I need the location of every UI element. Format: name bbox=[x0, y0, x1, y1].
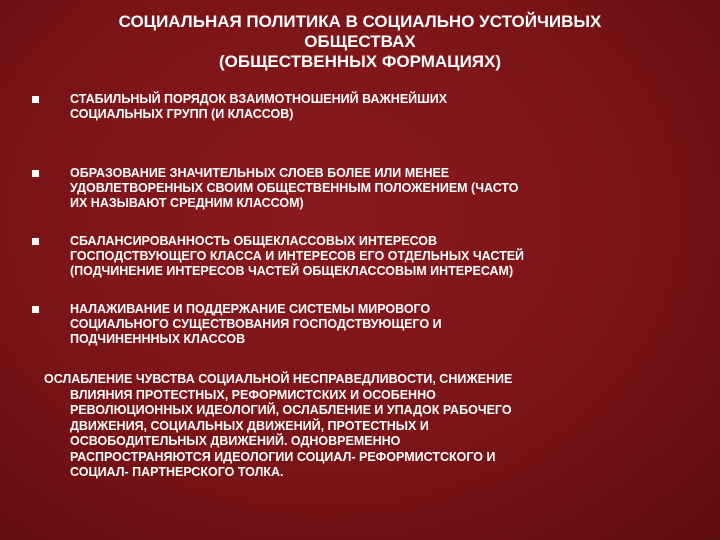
bullet-line: СБАЛАНСИРОВАННОСТЬ ОБЩЕКЛАССОВЫХ ИНТЕРЕСОВ bbox=[70, 234, 438, 248]
square-bullet-icon bbox=[32, 170, 39, 177]
title-line: СОЦИАЛЬНАЯ ПОЛИТИКА В СОЦИАЛЬНО УСТОЙЧИВЫХ bbox=[118, 12, 602, 31]
bullet-line: ОБРАЗОВАНИЕ ЗНАЧИТЕЛЬНЫХ СЛОЕВ БОЛЕЕ ИЛИ МЕНЕЕ bbox=[70, 166, 450, 180]
conclusion-line: ОСЛАБЛЕНИЕ ЧУВСТВА СОЦИАЛЬНОЙ НЕСПРАВЕДЛИВОСТИ, СНИЖЕНИЕ bbox=[44, 372, 513, 386]
bullet-line: СТАБИЛЬНЫЙ ПОРЯДОК ВЗАИМОТНОШЕНИЙ ВАЖНЕЙШИХ bbox=[70, 92, 448, 106]
bullet-line: СОЦИАЛЬНЫХ ГРУПП (И КЛАССОВ) bbox=[70, 107, 294, 121]
bullet-line: СОЦИАЛЬНОГО СУЩЕСТВОВАНИЯ ГОСПОДСТВУЮЩЕГО И bbox=[70, 317, 442, 331]
square-bullet-icon bbox=[32, 238, 39, 245]
bullet-line: ГОСПОДСТВУЮЩЕГО КЛАССА И ИНТЕРЕСОВ ЕГО ОТДЕЛЬНЫХ ЧАСТЕЙ bbox=[70, 249, 525, 263]
conclusion-line: РАСПРОСТРАНЯЮТСЯ ИДЕОЛОГИИ СОЦИАЛ- РЕФОРМИСТСКОГО И bbox=[70, 449, 496, 464]
bullet-text bbox=[70, 166, 670, 211]
conclusion-line: СОЦИАЛ- ПАРТНЕРСКОГО ТОЛКА. bbox=[70, 465, 284, 479]
bullet-line: УДОВЛЕТВОРЕННЫХ СВОИМ ОБЩЕСТВЕННЫМ ПОЛОЖЕНИЕМ (ЧАСТО bbox=[70, 181, 519, 195]
bullet-line: ПОДЧИНЕНННЫХ КЛАССОВ bbox=[70, 332, 246, 346]
bullet-line: НАЛАЖИВАНИЕ И ПОДДЕРЖАНИЕ СИСТЕМЫ МИРОВОГО bbox=[70, 302, 431, 316]
bullet-line: ИХ НАЗЫВАЮТ СРЕДНИМ КЛАССОМ) bbox=[70, 196, 304, 210]
square-bullet-icon bbox=[32, 96, 39, 103]
bullet-text bbox=[70, 92, 670, 122]
slide-title bbox=[60, 12, 660, 72]
conclusion-line: ДВИЖЕНИЯ, СОЦИАЛЬНЫХ ДВИЖЕНИЙ, ПРОТЕСТНЫХ И bbox=[70, 418, 429, 433]
conclusion-paragraph bbox=[44, 372, 684, 481]
bullet-line: (ПОДЧИНЕНИЕ ИНТЕРЕСОВ ЧАСТЕЙ ОБЩЕКЛАССОВЫМ ИНТЕРЕСАМ) bbox=[70, 264, 514, 278]
conclusion-line: ОСВОБОДИТЕЛЬНЫХ ДВИЖЕНИЙ. ОДНОВРЕМЕННО bbox=[70, 434, 401, 448]
conclusion-line: РЕВОЛЮЦИОННЫХ ИДЕОЛОГИЙ, ОСЛАБЛЕНИЕ И УПАДОК РАБОЧЕГО bbox=[70, 403, 512, 417]
title-line: (ОБЩЕСТВЕННЫХ ФОРМАЦИЯХ) bbox=[218, 52, 502, 71]
conclusion-line: ВЛИЯНИЯ ПРОТЕСТНЫХ, РЕФОРМИСТСКИХ И ОСОБЕННО bbox=[70, 387, 436, 402]
title-line: ОБЩЕСТВАХ bbox=[304, 32, 416, 51]
bullet-text bbox=[70, 234, 670, 279]
bullet-text bbox=[70, 302, 670, 347]
square-bullet-icon bbox=[32, 306, 39, 313]
